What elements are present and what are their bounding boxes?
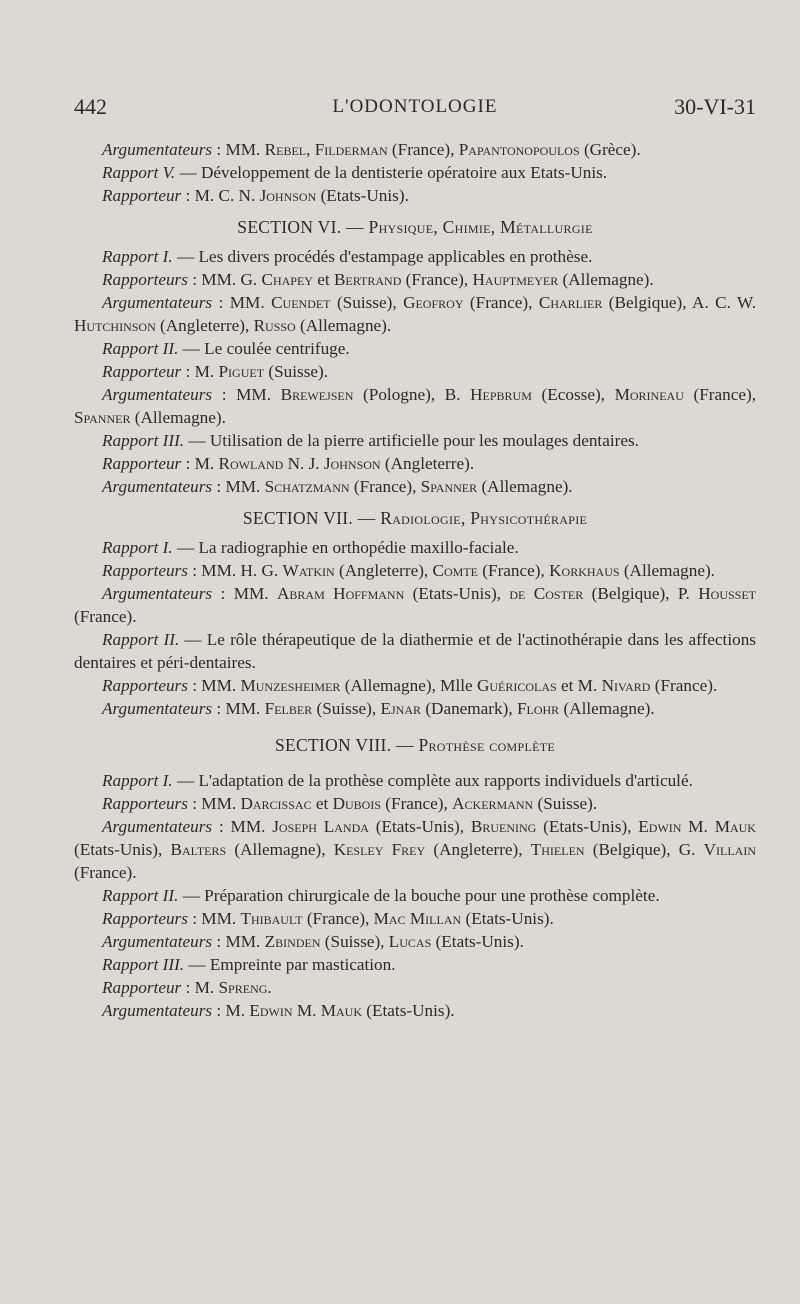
person-name: Flohr: [516, 699, 560, 718]
text-run: : MM.: [212, 932, 265, 951]
text-run: (Suisse),: [312, 699, 381, 718]
section-heading: [74, 216, 756, 239]
text-run: (France),: [401, 270, 473, 289]
running-header: [74, 93, 756, 121]
person-name: Russo: [253, 316, 296, 335]
paragraph: [74, 999, 756, 1022]
text-run: (Allemagne).: [558, 270, 654, 289]
text-run: (Etats-Unis).: [362, 1001, 455, 1020]
text-run: : M. C. N.: [181, 186, 260, 205]
entry-label: Argumentateurs: [102, 477, 213, 496]
person-name: Thielen: [530, 840, 585, 859]
person-name: Ejnar: [380, 699, 422, 718]
person-name: Mauk: [714, 817, 756, 836]
entry-label: Rapporteurs: [102, 909, 188, 928]
entry-label: Rapport II.: [102, 886, 179, 905]
text-run: : M.: [181, 454, 219, 473]
paragraph: [74, 184, 756, 207]
person-name: Physique, Chimie, Métallurgie: [368, 217, 593, 237]
text-run: : MM.: [212, 140, 265, 159]
person-name: Abram Hoffmann: [277, 584, 405, 603]
entry-label: Rapporteur: [102, 186, 182, 205]
person-name: Papantonopoulos: [458, 140, 580, 159]
person-name: de Coster: [509, 584, 584, 603]
text-run: : MM.: [187, 909, 241, 928]
person-name: Geofroy: [403, 293, 464, 312]
text-run: (France),: [381, 794, 453, 813]
person-name: Kesley Frey: [333, 840, 426, 859]
text-run: : MM.: [212, 293, 272, 312]
paragraph: [74, 930, 756, 953]
entry-label: Rapporteur: [102, 454, 182, 473]
entry-label: Argumentateurs: [102, 584, 213, 603]
text-run: (France),: [302, 909, 374, 928]
text-run: (Grèce).: [579, 140, 641, 159]
text-run: — Les divers procédés d'estampage applicables en prothèse.: [172, 247, 593, 266]
paragraph: [74, 138, 756, 161]
paragraph: [74, 291, 756, 337]
paragraph: [74, 697, 756, 720]
entry-label: Argumentateurs: [102, 932, 213, 951]
person-name: Lucas: [388, 932, 432, 951]
paragraph: [74, 976, 756, 999]
paragraph: [74, 360, 756, 383]
text-run: (Allemagne).: [559, 699, 655, 718]
text-run: : MM.: [212, 584, 277, 603]
entry-label: Rapporteurs: [102, 676, 188, 695]
entry-label: Rapport I.: [102, 771, 173, 790]
text-run: (Etats-Unis),: [74, 840, 171, 859]
text-run: — Empreinte par mastication.: [184, 955, 396, 974]
text-run: — Utilisation de la pierre artificielle pour les moulages dentaires.: [184, 431, 639, 450]
person-name: Comte: [432, 561, 478, 580]
person-name: Thibault: [240, 909, 303, 928]
person-name: Filderman: [314, 140, 388, 159]
text-run: (Allemagne).: [619, 561, 715, 580]
text-run: — Le rôle thérapeutique de la diathermie et de l'actinothérapie dans les affections dentaires et péri-dentaires.: [74, 630, 756, 672]
paragraph: [74, 161, 756, 184]
person-name: Hauptmeyer: [472, 270, 559, 289]
person-name: Guéricolas: [476, 676, 557, 695]
text-run: : M.: [212, 1001, 250, 1020]
person-name: Joseph Landa: [272, 817, 369, 836]
paragraph: [74, 792, 756, 815]
text-run: : M.: [181, 362, 219, 381]
person-name: Bertrand: [333, 270, 402, 289]
person-name: Prothèse complète: [418, 735, 556, 755]
entry-label: Argumentateurs: [102, 293, 213, 312]
text-run: (Allemagne), Mlle: [340, 676, 477, 695]
person-name: Spreng: [218, 978, 268, 997]
text-run: (Suisse),: [330, 293, 404, 312]
text-run: (Etats-Unis),: [368, 817, 471, 836]
text-run: (Ecosse),: [531, 385, 615, 404]
person-name: Bruening: [470, 817, 537, 836]
page-number: 442: [74, 94, 107, 119]
text-run: : MM.: [212, 385, 281, 404]
text-run: (Angleterre).: [380, 454, 475, 473]
text-run: (Angleterre),: [425, 840, 531, 859]
paragraph: [74, 769, 756, 792]
person-name: Brewejsen: [280, 385, 354, 404]
person-name: Darcissac: [240, 794, 312, 813]
paragraph: [74, 907, 756, 930]
entry-label: Rapporteurs: [102, 561, 188, 580]
paragraph: [74, 674, 756, 697]
text-run: — Le coulée centrifuge.: [178, 339, 350, 358]
text-run: — Développement de la dentisterie opératoire aux Etats-Unis.: [175, 163, 608, 182]
text-run: .: [267, 978, 272, 997]
text-run: (Belgique), A. C. W.: [602, 293, 756, 312]
entry-label: Rapport II.: [102, 339, 179, 358]
journal-title: L'ODONTOLOGIE: [332, 96, 498, 117]
entry-label: Rapporteur: [102, 362, 182, 381]
entry-label: Rapport III.: [102, 431, 185, 450]
entry-label: Rapport I.: [102, 247, 173, 266]
person-name: Johnson: [259, 186, 317, 205]
text-run: (Allemagne),: [226, 840, 334, 859]
text-run: : MM. H. G.: [187, 561, 283, 580]
paragraph: [74, 475, 756, 498]
paragraph: [74, 582, 756, 628]
person-name: Cuendet: [271, 293, 331, 312]
section-heading: [74, 734, 756, 757]
entry-label: Argumentateurs: [102, 699, 213, 718]
entry-label: Rapport V.: [102, 163, 176, 182]
paragraph: [74, 559, 756, 582]
text-run: (Suisse),: [320, 932, 389, 951]
entry-label: Argumentateurs: [102, 385, 213, 404]
text-run: (Allemagne).: [130, 408, 226, 427]
person-name: Johnson: [323, 454, 381, 473]
person-name: Morineau: [614, 385, 684, 404]
text-run: (France),: [387, 140, 459, 159]
person-name: Mac Millan: [373, 909, 462, 928]
issue-date: 30-VI-31: [674, 94, 756, 119]
entry-label: Rapport I.: [102, 538, 173, 557]
entry-label: Rapport III.: [102, 955, 185, 974]
text-run: et: [312, 270, 334, 289]
text-run: : MM.: [187, 676, 241, 695]
person-name: Ackermann: [452, 794, 534, 813]
text-run: (Allemagne).: [477, 477, 573, 496]
entry-label: Rapporteur: [102, 978, 182, 997]
paragraph: [74, 383, 756, 429]
paragraph: [74, 452, 756, 475]
text-run: ,: [306, 140, 315, 159]
person-name: Rowland: [218, 454, 284, 473]
person-name: Felber: [264, 699, 313, 718]
text-run: (France),: [349, 477, 421, 496]
text-run: SECTION VIII. —: [274, 735, 419, 755]
text-run: (Allemagne).: [295, 316, 392, 335]
text-run: (Etats-Unis).: [316, 186, 409, 205]
entry-label: Argumentateurs: [102, 140, 213, 159]
text-run: (Suisse).: [533, 794, 598, 813]
person-name: Piguet: [218, 362, 265, 381]
entry-label: Argumentateurs: [102, 1001, 213, 1020]
person-name: Nivard: [601, 676, 651, 695]
text-run: (France),: [463, 293, 539, 312]
paragraph: [74, 536, 756, 559]
text-run: (France).: [74, 863, 137, 882]
text-run: SECTION VI. —: [237, 217, 369, 237]
paragraph: [74, 429, 756, 452]
text-run: : MM.: [212, 477, 265, 496]
paragraph: [74, 268, 756, 291]
text-run: (France).: [650, 676, 718, 695]
text-run: (Suisse).: [264, 362, 329, 381]
person-name: Edwin: [249, 1001, 293, 1020]
text-run: : MM.: [212, 817, 273, 836]
person-name: Zbinden: [264, 932, 321, 951]
paragraph: [74, 337, 756, 360]
text-run: — L'adaptation de la prothèse complète aux rapports individuels d'articulé.: [172, 771, 693, 790]
text-run: SECTION VII. —: [242, 508, 381, 528]
paragraph: [74, 245, 756, 268]
person-name: Mauk: [320, 1001, 362, 1020]
text-run: (Belgique), G.: [584, 840, 704, 859]
person-name: Chapey: [261, 270, 313, 289]
paragraph: [74, 628, 756, 674]
text-run: : MM. G.: [187, 270, 262, 289]
person-name: Housset: [698, 584, 757, 603]
person-name: Dubois: [332, 794, 381, 813]
person-name: Munzesheimer: [240, 676, 341, 695]
entry-label: Rapport II.: [102, 630, 180, 649]
text-run: (Pologne), B.: [353, 385, 471, 404]
text-run: : MM.: [212, 699, 265, 718]
person-name: Spanner: [74, 408, 131, 427]
text-run: (Etats-Unis),: [536, 817, 639, 836]
person-name: Watkin: [282, 561, 335, 580]
text-run: : M.: [181, 978, 219, 997]
text-run: (Etats-Unis),: [404, 584, 510, 603]
text-run: M.: [292, 1001, 321, 1020]
person-name: Rebel: [264, 140, 307, 159]
text-run: (France),: [478, 561, 550, 580]
page-body: [74, 138, 756, 1022]
text-run: N. J.: [283, 454, 324, 473]
text-run: (Angleterre),: [334, 561, 433, 580]
person-name: Balters: [170, 840, 227, 859]
person-name: Hutchinson: [74, 316, 156, 335]
text-run: — La radiographie en orthopédie maxillo-faciale.: [172, 538, 519, 557]
text-run: et: [311, 794, 333, 813]
person-name: Hepbrum: [470, 385, 532, 404]
text-run: (Danemark),: [421, 699, 517, 718]
text-run: (Angleterre),: [155, 316, 254, 335]
paragraph: [74, 815, 756, 884]
person-name: Schatzmann: [264, 477, 350, 496]
text-run: (France),: [683, 385, 757, 404]
text-run: : MM.: [187, 794, 241, 813]
section-heading: [74, 507, 756, 530]
person-name: Edwin: [638, 817, 682, 836]
entry-label: Rapporteurs: [102, 270, 188, 289]
text-run: — Préparation chirurgicale de la bouche pour une prothèse complète.: [178, 886, 660, 905]
text-run: (Etats-Unis).: [431, 932, 524, 951]
text-run: (France).: [74, 607, 137, 626]
person-name: Spanner: [420, 477, 478, 496]
text-run: (Etats-Unis).: [461, 909, 554, 928]
entry-label: Rapporteurs: [102, 794, 188, 813]
entry-label: Argumentateurs: [102, 817, 213, 836]
text-run: M.: [681, 817, 715, 836]
person-name: Radiologie, Physicothérapie: [380, 508, 588, 528]
paragraph: [74, 953, 756, 976]
person-name: Korkhaus: [549, 561, 620, 580]
person-name: Charlier: [538, 293, 603, 312]
text-run: et M.: [556, 676, 602, 695]
paragraph: [74, 884, 756, 907]
text-run: (Belgique), P.: [583, 584, 699, 603]
person-name: Villain: [703, 840, 757, 859]
